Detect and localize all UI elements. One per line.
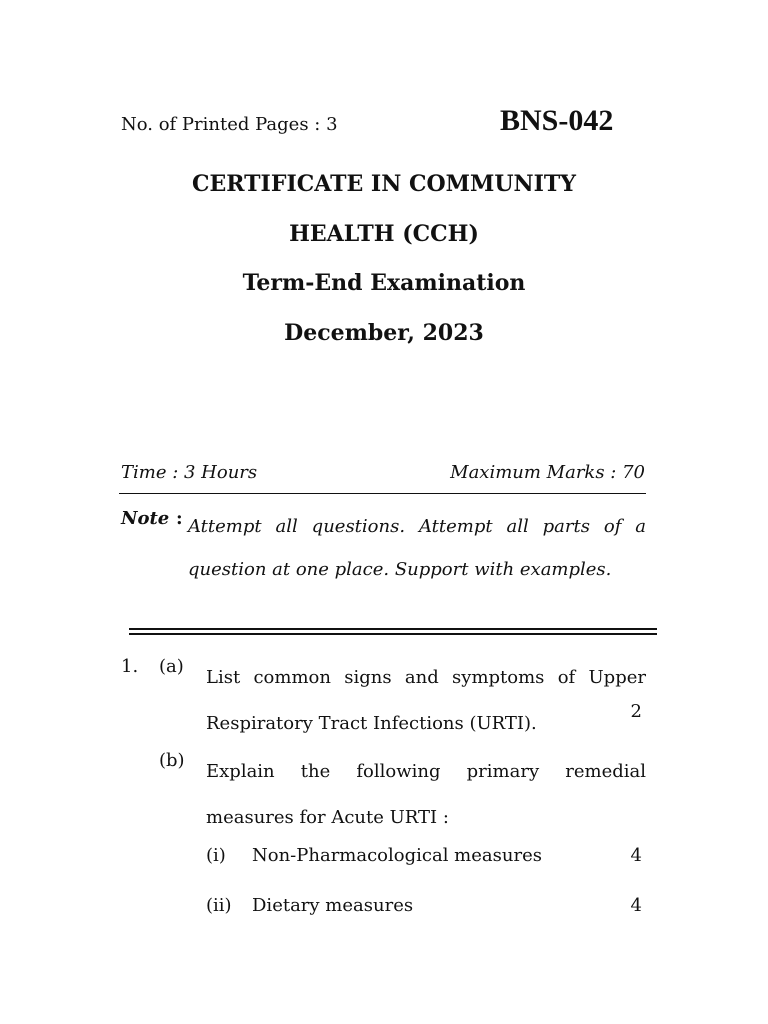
question-number: 1. <box>121 656 139 677</box>
double-rule-top <box>129 628 657 630</box>
printed-pages: No. of Printed Pages : 3 <box>121 114 338 135</box>
title-line-2: HEALTH (CCH) <box>289 221 479 247</box>
note-colon: : <box>176 508 183 529</box>
sub-item-i-text: Non-Pharmacological measures <box>252 845 542 866</box>
course-code: BNS-042 <box>500 104 614 137</box>
question-part-b-label: (b) <box>159 750 185 771</box>
question-part-a-text: List common signs and symptoms of Upper Respiratory Tract Infections (URTI). <box>206 667 646 734</box>
exam-name: Term-End Examination <box>242 270 526 296</box>
sub-item-i-marks: 4 <box>630 845 642 866</box>
exam-date: December, 2023 <box>284 320 484 346</box>
sub-item-ii-label: (ii) <box>206 895 232 916</box>
divider-rule <box>119 493 646 494</box>
note-text: Attempt all questions. Attempt all parts of a question at one place. Support with examples. <box>188 516 646 580</box>
maximum-marks: Maximum Marks : 70 <box>450 462 645 483</box>
sub-item-i-label: (i) <box>206 845 226 866</box>
note-label: Note <box>121 508 170 529</box>
question-part-a-marks: 2 <box>630 701 642 722</box>
question-part-a-label: (a) <box>159 656 184 677</box>
sub-item-ii-text: Dietary measures <box>252 895 414 916</box>
sub-item-ii-marks: 4 <box>630 895 642 916</box>
double-rule-bottom <box>129 633 657 635</box>
time-allowed: Time : 3 Hours <box>121 462 258 483</box>
title-line-1: CERTIFICATE IN COMMUNITY <box>191 171 577 197</box>
question-part-b-text: Explain the following primary remedial measures for Acute URTI : <box>206 761 646 828</box>
